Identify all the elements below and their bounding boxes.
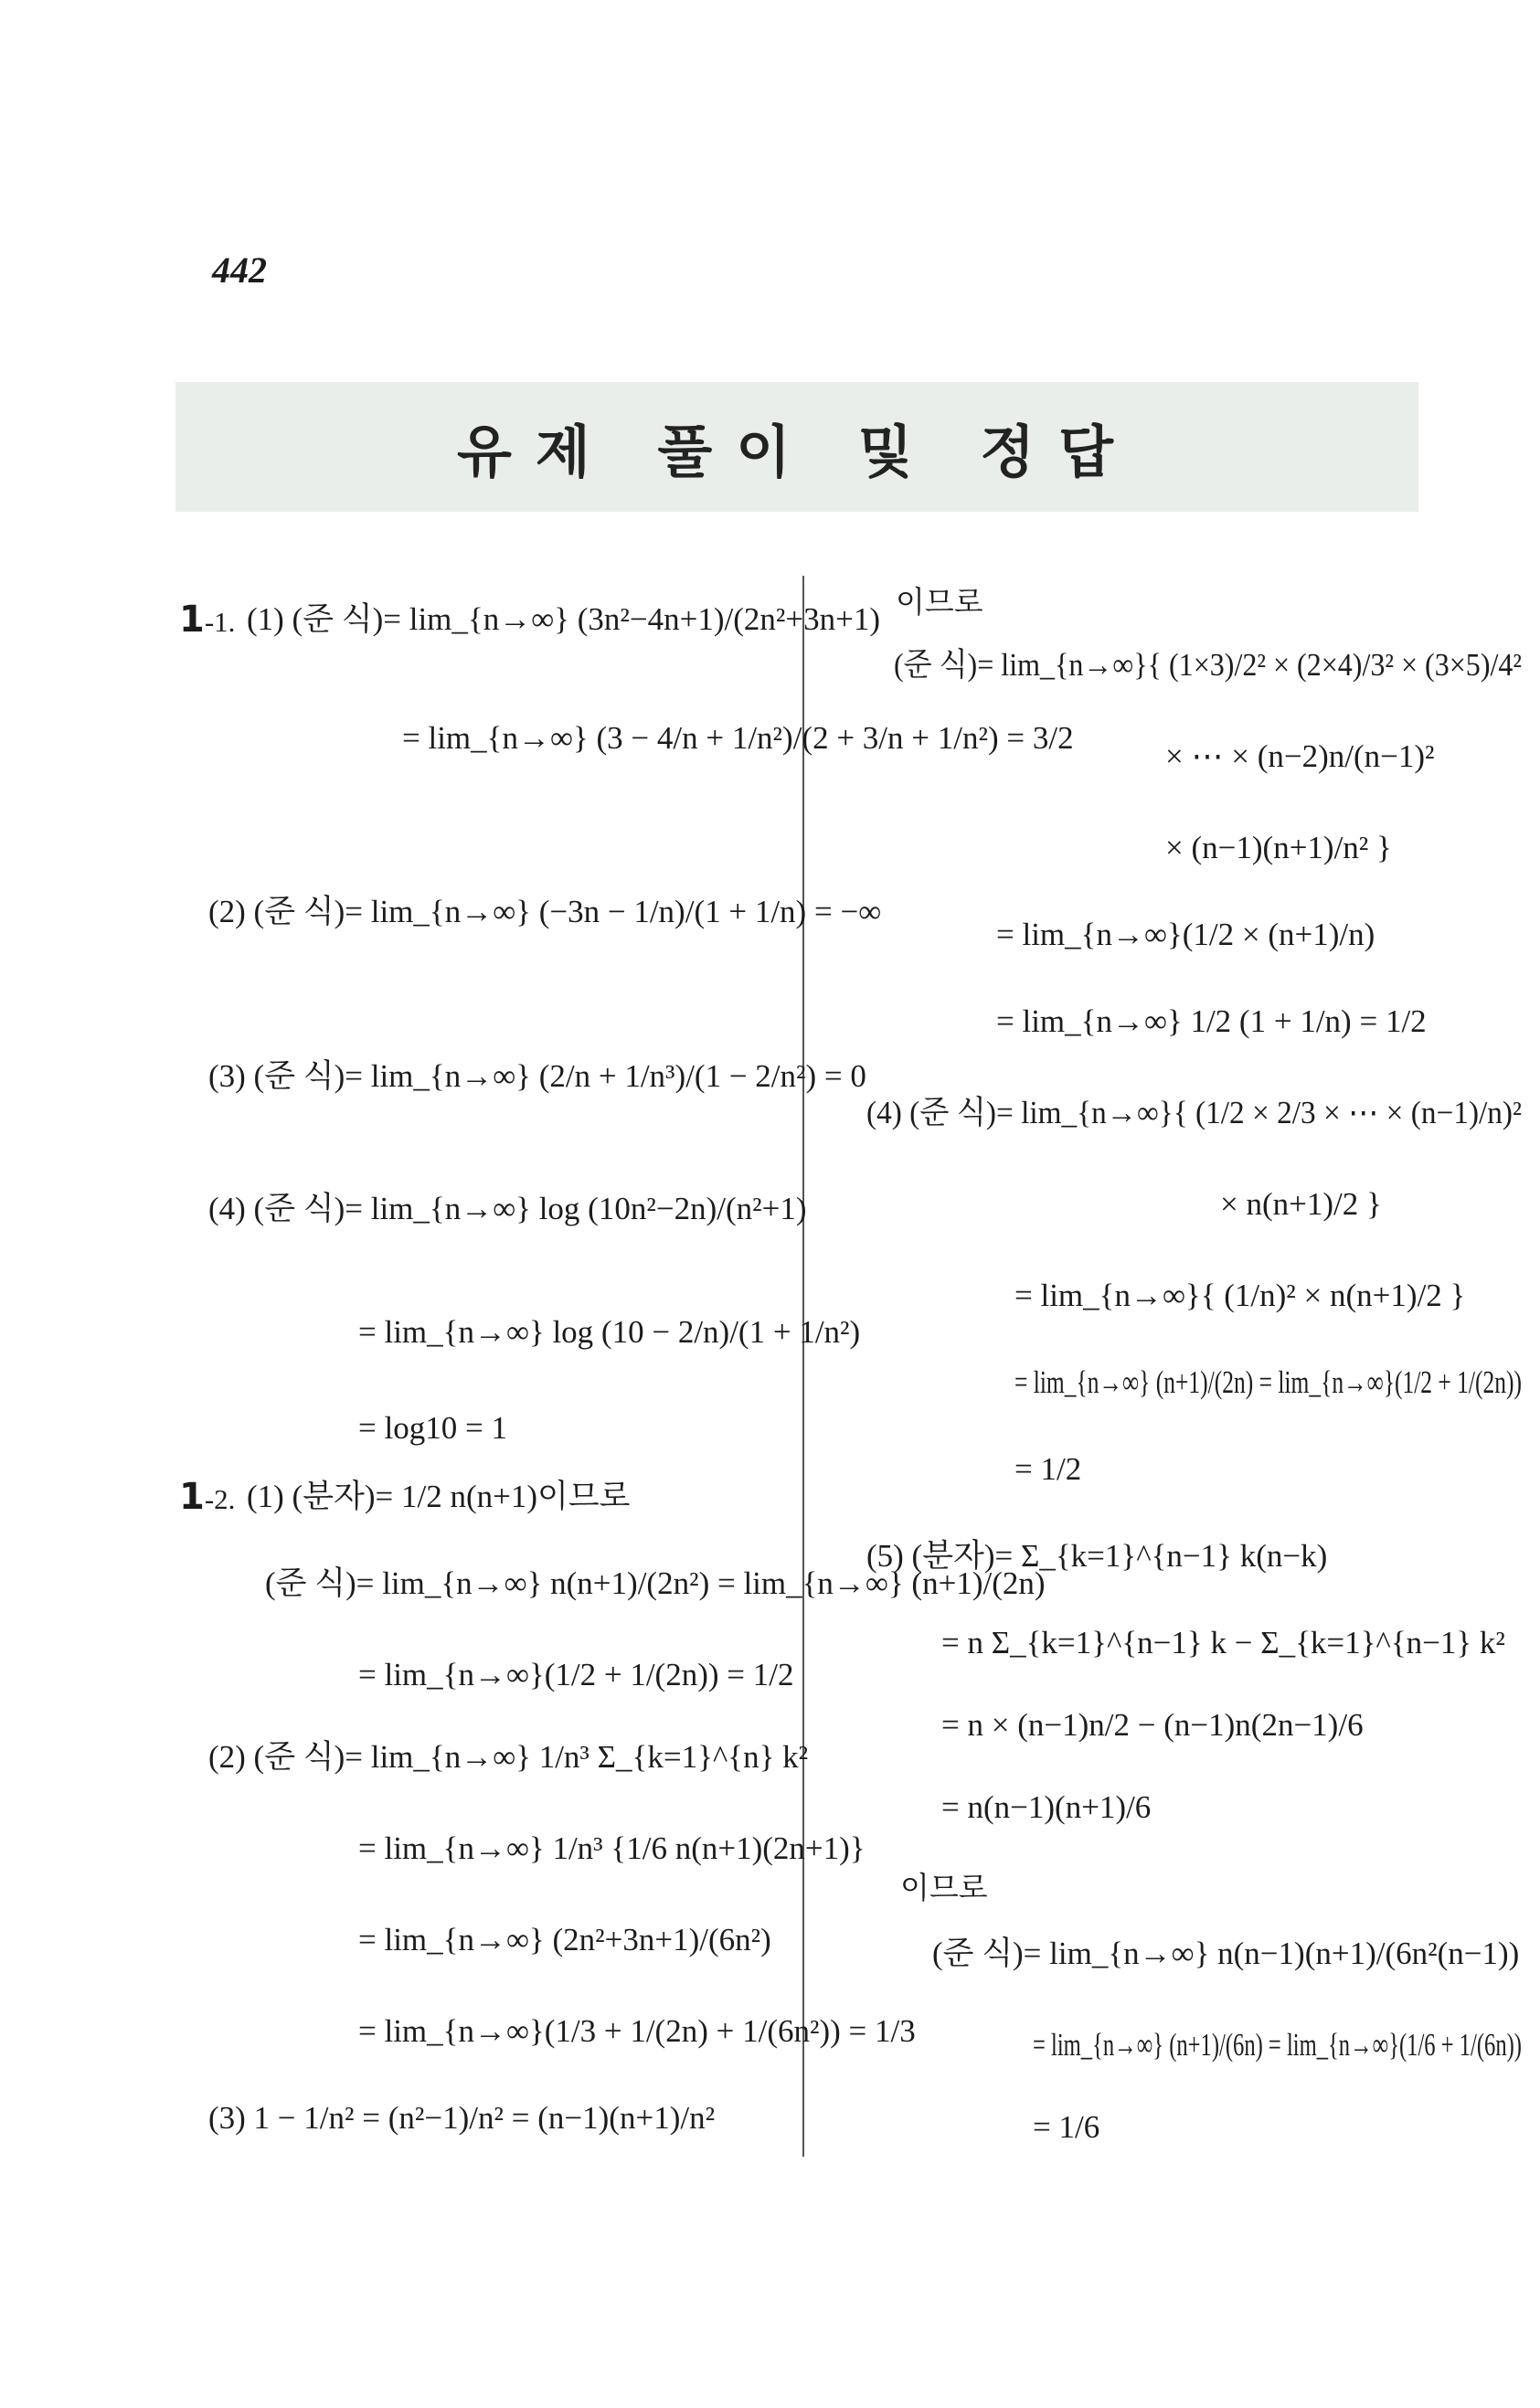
solution-line: (준 식)= lim_{n→∞}{ (1×3)/2² × (2×4)/3² × (3×5)/4² xyxy=(894,647,1522,683)
problem-number-sub: -2. xyxy=(204,1483,236,1515)
problem-number-sub: -1. xyxy=(204,606,236,638)
section-title: 유제 풀이 및 정답 xyxy=(457,418,1137,485)
solution-line: = lim_{n→∞}(1/2 + 1/(2n)) = 1/2 xyxy=(358,1657,794,1692)
problem-number-main: 1 xyxy=(179,599,205,641)
problem-number-main: 1 xyxy=(179,1476,205,1518)
solution-line: = 1/6 xyxy=(1033,2109,1100,2145)
solution-line: (1) (분자)= 1/2 n(n+1)이므로 xyxy=(247,1479,631,1514)
solution-line: (준 식)= lim_{n→∞} n(n+1)/(2n²) = lim_{n→∞} (n+1)/(2n) xyxy=(265,1565,1046,1601)
solution-line: = log10 = 1 xyxy=(358,1410,507,1446)
solution-line: (2) (준 식)= lim_{n→∞} 1/n³ Σ_{k=1}^{n} k² xyxy=(208,1739,809,1775)
solution-line: (준 식)= lim_{n→∞} n(n−1)(n+1)/(6n²(n−1)) xyxy=(932,1936,1520,1971)
problem-number xyxy=(179,1476,235,1518)
solution-line: (3) (준 식)= lim_{n→∞} (2/n + 1/n³)/(1 − 2/n²) = 0 xyxy=(208,1058,866,1094)
solution-line: = n × (n−1)n/2 − (n−1)n(2n−1)/6 xyxy=(941,1707,1364,1743)
solution-note: 이므로 xyxy=(900,1870,988,1905)
solution-line: × ⋯ × (n−2)n/(n−1)² xyxy=(1165,738,1435,774)
solution-line: = n Σ_{k=1}^{n−1} k − Σ_{k=1}^{n−1} k² xyxy=(941,1625,1505,1660)
solution-line: (3) 1 − 1/n² = (n²−1)/n² = (n−1)(n+1)/n² xyxy=(208,2100,716,2136)
solution-line: = n(n−1)(n+1)/6 xyxy=(941,1789,1152,1825)
solution-line: (4) (준 식)= lim_{n→∞} log (10n²−2n)/(n²+1) xyxy=(208,1191,807,1226)
solution-line: = lim_{n→∞} log (10 − 2/n)/(1 + 1/n²) xyxy=(358,1314,861,1350)
page-number: 442 xyxy=(212,249,267,291)
problem-number xyxy=(179,599,235,641)
solution-line: (5) (분자)= Σ_{k=1}^{n−1} k(n−k) xyxy=(866,1538,1328,1574)
solution-line: (4) (준 식)= lim_{n→∞}{ (1/2 × 2/3 × ⋯ × (n−1)/n)² xyxy=(866,1095,1522,1130)
solution-line: (1) (준 식)= lim_{n→∞} (3n²−4n+1)/(2n²+3n+1) xyxy=(247,601,880,637)
solution-line: = lim_{n→∞} 1/n³ {1/6 n(n+1)(2n+1)} xyxy=(358,1830,866,1866)
solution-line: = lim_{n→∞} 1/2 (1 + 1/n) = 1/2 xyxy=(996,1003,1427,1039)
solution-note: 이므로 xyxy=(896,584,983,620)
solution-line: × n(n+1)/2 } xyxy=(1220,1186,1382,1222)
solution-line: = lim_{n→∞} (2n²+3n+1)/(6n²) xyxy=(358,1922,771,1957)
solution-line: (2) (준 식)= lim_{n→∞} (−3n − 1/n)/(1 + 1/n) = −∞ xyxy=(208,894,882,929)
solution-line: = lim_{n→∞} (n+1)/(6n) = lim_{n→∞}(1/6 + 1/(6n)) xyxy=(1033,2027,1522,2063)
solution-line: × (n−1)(n+1)/n² } xyxy=(1165,830,1392,865)
solution-line: = lim_{n→∞}(1/2 × (n+1)/n) xyxy=(996,917,1375,952)
column-divider xyxy=(802,576,804,2157)
solution-line: = lim_{n→∞}{ (1/n)² × n(n+1)/2 } xyxy=(1014,1278,1466,1313)
solution-line: = lim_{n→∞} (3 − 4/n + 1/n²)/(2 + 3/n + 1/n²) = 3/2 xyxy=(402,720,1074,756)
solution-line: = lim_{n→∞} (n+1)/(2n) = lim_{n→∞}(1/2 + 1/(2n)) xyxy=(1014,1364,1522,1400)
solution-line: = 1/2 xyxy=(1014,1451,1082,1487)
solution-line: = lim_{n→∞}(1/3 + 1/(2n) + 1/(6n²)) = 1/3 xyxy=(358,2013,916,2049)
